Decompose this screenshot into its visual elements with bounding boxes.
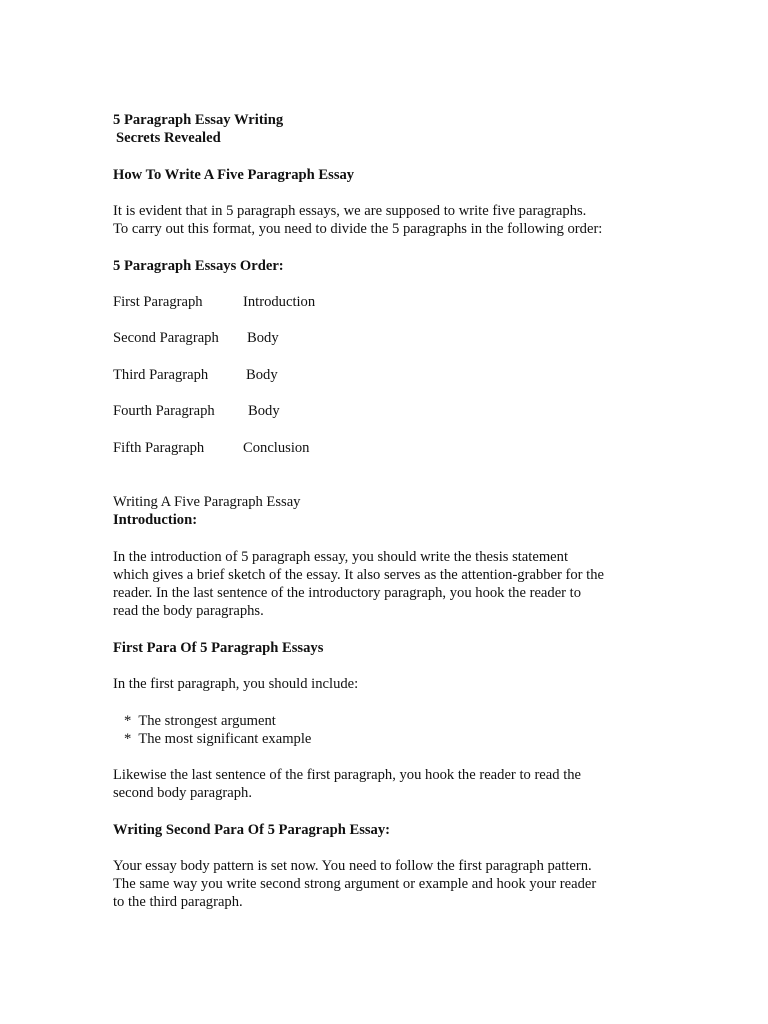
bullet-list — [113, 712, 673, 748]
second-para-paragraph-line: to the third paragraph. — [113, 894, 243, 911]
order-row — [113, 402, 673, 420]
order-name: Third Paragraph — [113, 366, 209, 383]
order-list — [113, 293, 673, 457]
writing-heading: Writing A Five Paragraph Essay — [113, 494, 301, 511]
order-role: Conclusion — [243, 439, 310, 456]
bullet-item: * The strongest argument — [124, 712, 276, 729]
first-para-intro: In the first paragraph, you should include: — [113, 676, 359, 693]
intro-paragraph-line: It is evident that in 5 paragraph essays, we are supposed to write five paragraphs. — [113, 202, 587, 219]
order-name: Fifth Paragraph — [113, 439, 205, 456]
order-heading: 5 Paragraph Essays Order: — [113, 257, 284, 274]
order-role: Body — [247, 330, 279, 347]
intro-paragraph — [113, 202, 673, 238]
document-body — [113, 111, 673, 912]
heading-how-to-write: How To Write A Five Paragraph Essay — [113, 166, 355, 183]
title-line-1: 5 Paragraph Essay Writing — [113, 112, 284, 128]
order-name: Second Paragraph — [113, 330, 219, 347]
order-name: First Paragraph — [113, 293, 203, 310]
order-row — [113, 366, 673, 384]
introduction-heading: Introduction: — [113, 512, 198, 529]
title-line-2: Secrets Revealed — [116, 130, 221, 147]
introduction-paragraph-line: reader. In the last sentence of the introductory paragraph, you hook the reader to — [113, 585, 582, 602]
first-para-heading: First Para Of 5 Paragraph Essays — [113, 639, 324, 656]
second-para-paragraph-line: The same way you write second strong argument or example and hook your reader — [113, 876, 597, 893]
likewise-paragraph-line: Likewise the last sentence of the first paragraph, you hook the reader to read the — [113, 767, 582, 784]
order-role: Body — [246, 366, 278, 383]
introduction-paragraph-line: In the introduction of 5 paragraph essay, you should write the thesis statement — [113, 548, 568, 565]
second-para-paragraph — [113, 857, 673, 912]
intro-paragraph-line: To carry out this format, you need to divide the 5 paragraphs in the following order: — [113, 221, 603, 238]
order-row — [113, 439, 673, 457]
order-role: Body — [248, 403, 280, 420]
introduction-paragraph-line: read the body paragraphs. — [113, 603, 264, 620]
order-role: Introduction — [243, 293, 316, 310]
introduction-paragraph-line: which gives a brief sketch of the essay. It also serves as the attention-grabber for the — [113, 566, 605, 583]
likewise-paragraph — [113, 766, 673, 802]
bullet-item: * The most significant example — [124, 730, 312, 747]
likewise-paragraph-line: second body paragraph. — [113, 785, 252, 802]
second-para-paragraph-line: Your essay body pattern is set now. You need to follow the first paragraph pattern. — [113, 858, 592, 875]
introduction-paragraph — [113, 548, 673, 621]
order-name: Fourth Paragraph — [113, 403, 215, 420]
order-row — [113, 329, 673, 347]
second-para-heading: Writing Second Para Of 5 Paragraph Essay: — [113, 821, 391, 838]
order-row — [113, 293, 673, 311]
